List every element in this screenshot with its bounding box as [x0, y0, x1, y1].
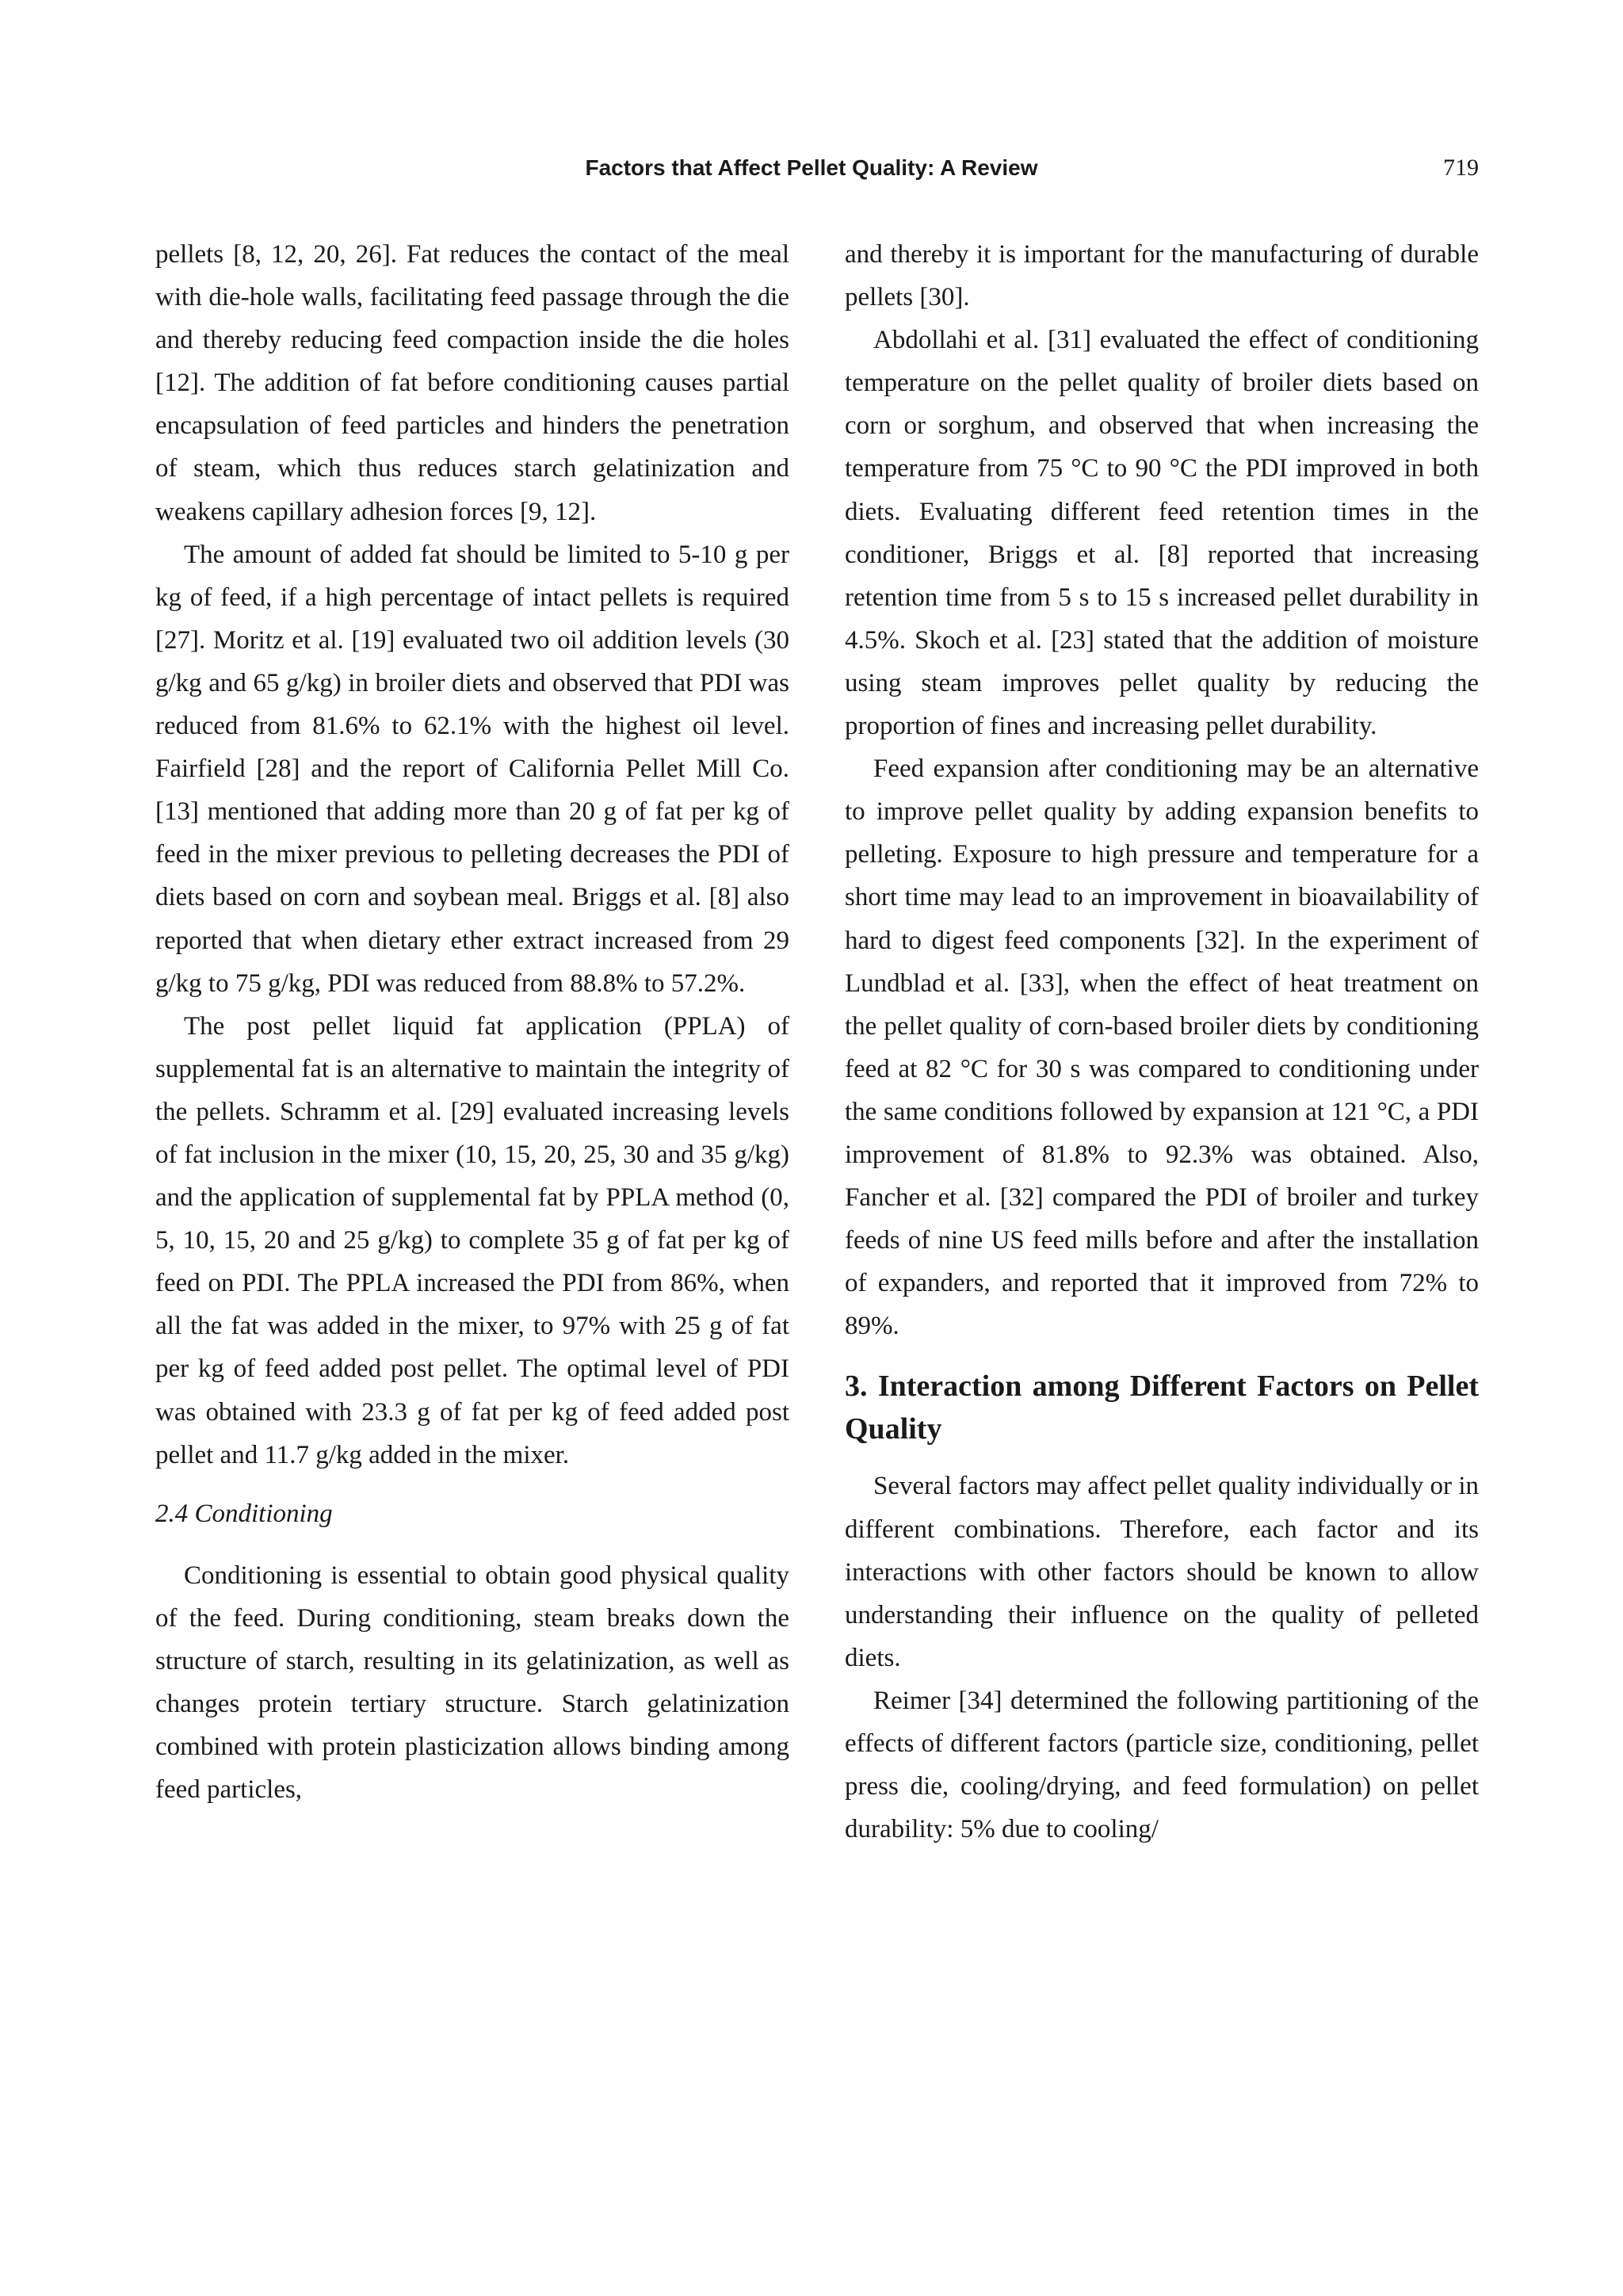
right-column [845, 233, 1479, 1851]
section-heading-interaction: 3. Interaction among Different Factors on Pellet Quality [845, 1370, 1479, 1446]
right-paragraph-1: and thereby it is important for the manufacturing of durable pellets [30]. [845, 240, 1479, 312]
subsection-heading-conditioning: 2.4 Conditioning [155, 1499, 333, 1528]
left-paragraph-2: The amount of added fat should be limited to 5-10 g per kg of feed, if a high percentage of intact pellets is required [27]. Moritz et al. [19] evaluated two oil addition levels (30 g/kg and 65 g/kg) in broiler diets and observed that PDI was reduced from 81.6% to 62.1% with the highest oil level. Fairfield [28] and the report of California Pellet Mill Co. [13] mentioned that adding more than 20 g of fat per kg of feed in the mixer previous to pelleting decreases the PDI of diets based on corn and soybean meal. Briggs et al. [8] also reported that when dietary ether extract increased from 29 g/kg to 75 g/kg, PDI was reduced from 88.8% to 57.2%. [155, 540, 789, 998]
running-title: Factors that Affect Pellet Quality: A Review [585, 155, 1038, 180]
right-paragraph-2: Abdollahi et al. [31] evaluated the effect of conditioning temperature on the pellet quality of broiler diets based on corn or sorghum, and observed that when increasing the temperature from 75 °C to 90 °C the PDI improved in both diets. Evaluating different feed retention times in the conditioner, Briggs et al. [8] reported that increasing retention time from 5 s to 15 s increased pellet durability in 4.5%. Skoch et al. [23] stated that the addition of moisture using steam improves pellet quality by reducing the proportion of fines and increasing pellet durability. [845, 326, 1479, 741]
left-column [155, 233, 789, 1811]
right-paragraph-4: Several factors may affect pellet quality individually or in different combinations. Therefore, each factor and its interactions with other factors should be known to allow understanding their influence on the quality of pelleted diets. [845, 1472, 1479, 1672]
right-paragraph-3: Feed expansion after conditioning may be an alternative to improve pellet quality by adding expansion benefits to pelleting. Exposure to high pressure and temperature for a short time may lead to an improvement in bioavailability of hard to digest feed components [32]. In the experiment of Lundblad et al. [33], when the effect of heat treatment on the pellet quality of corn-based broiler diets by conditioning feed at 82 °C for 30 s was compared to conditioning under the same conditions followed by expansion at 121 °C, a PDI improvement of 81.8% to 92.3% was obtained. Also, Fancher et al. [32] compared the PDI of broiler and turkey feeds of nine US feed mills before and after the installation of expanders, and reported that it improved from 72% to 89%. [845, 755, 1479, 1341]
right-paragraph-5: Reimer [34] determined the following partitioning of the effects of different factors (particle size, conditioning, pellet press die, cooling/drying, and feed formulation) on pellet durability: 5% due to cooling/ [845, 1686, 1479, 1844]
left-paragraph-1: pellets [8, 12, 20, 26]. Fat reduces the contact of the meal with die-hole walls, facilitating feed passage through the die and thereby reducing feed compaction inside the die holes [12]. The addition of fat before conditioning causes partial encapsulation of feed particles and hinders the penetration of steam, which thus reduces starch gelatinization and weakens capillary adhesion forces [9, 12]. [155, 240, 789, 526]
left-paragraph-4: Conditioning is essential to obtain good physical quality of the feed. During conditioning, steam breaks down the structure of starch, resulting in its gelatinization, as well as changes protein tertiary structure. Starch gelatinization combined with protein plasticization allows binding among feed particles, [155, 1561, 789, 1805]
page-number: 719 [1443, 155, 1479, 181]
left-paragraph-3: The post pellet liquid fat application (PPLA) of supplemental fat is an alternative to maintain the integrity of the pellets. Schramm et al. [29] evaluated increasing levels of fat inclusion in the mixer (10, 15, 20, 25, 30 and 35 g/kg) and the application of supplemental fat by PPLA method (0, 5, 10, 15, 20 and 25 g/kg) to complete 35 g of fat per kg of feed on PDI. The PPLA increased the PDI from 86%, when all the fat was added in the mixer, to 97% with 25 g of fat per kg of feed added post pellet. The optimal level of PDI was obtained with 23.3 g of fat per kg of feed added post pellet and 11.7 g/kg added in the mixer. [155, 1011, 789, 1469]
